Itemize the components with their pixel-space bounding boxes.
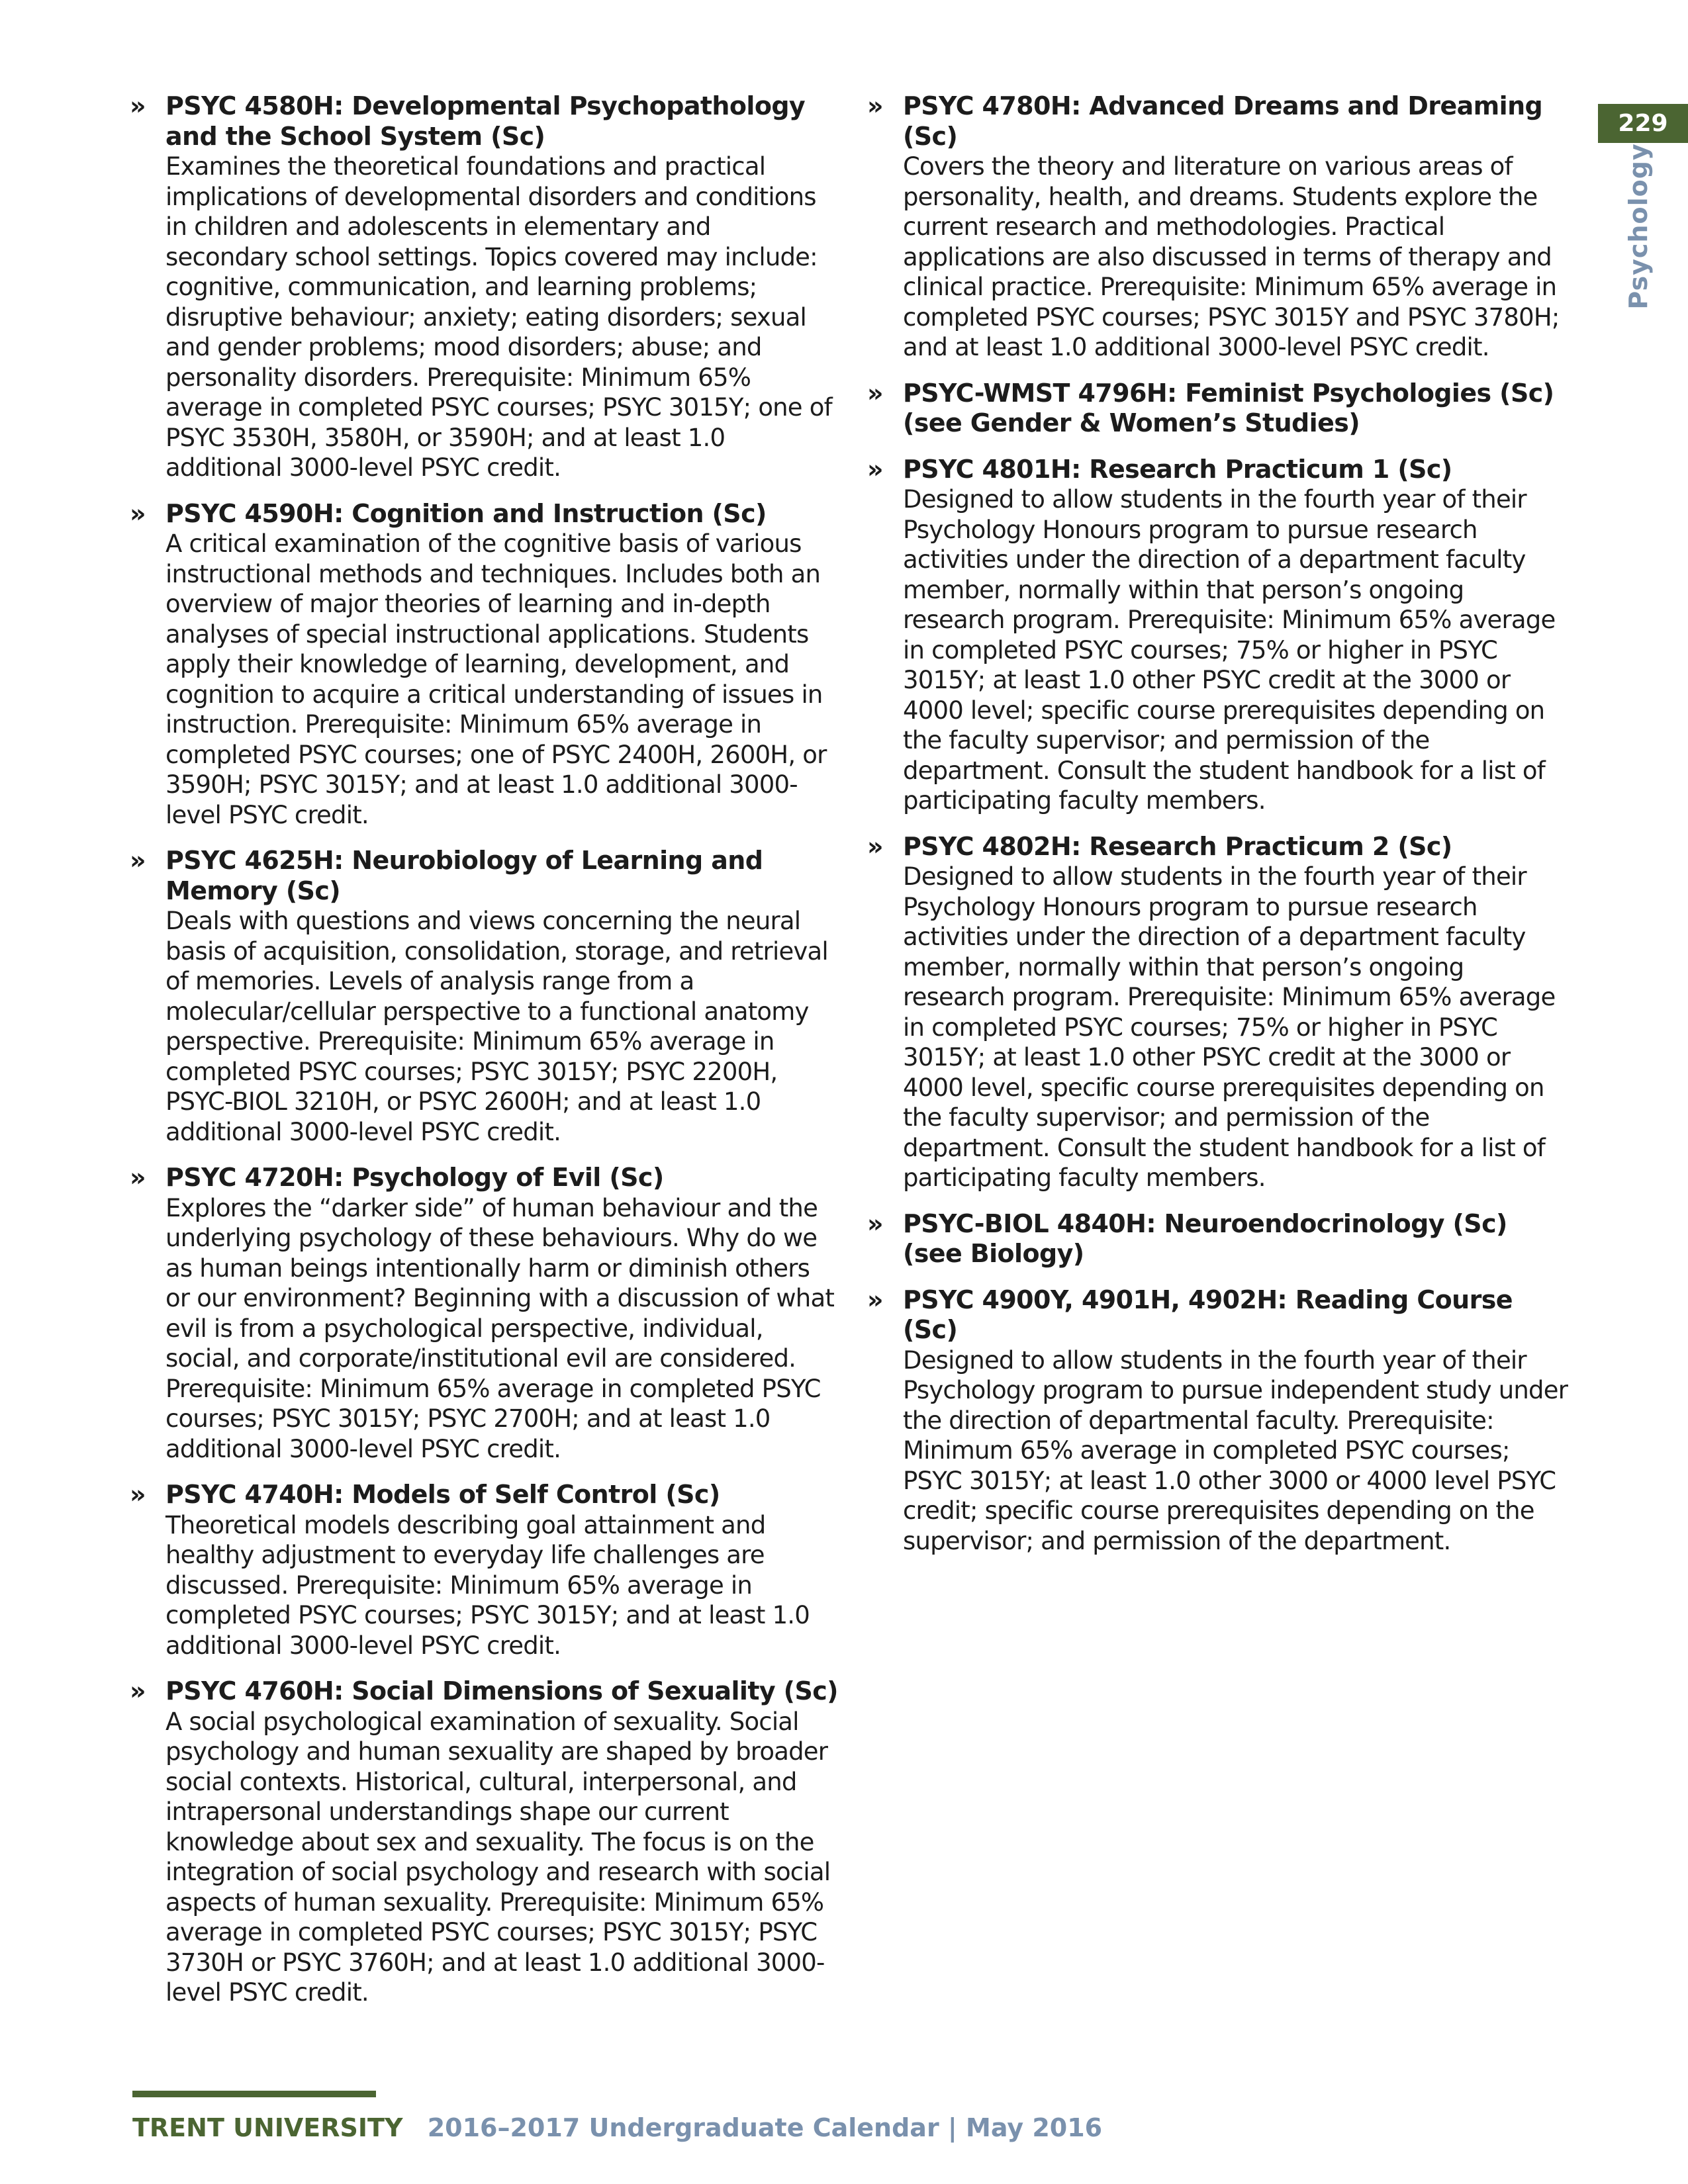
bullet-marker: » — [867, 378, 884, 408]
course-description: Designed to allow students in the fourth year of their Psychology Honours program to pursue research activities under the direction of a department faculty member, normally within that person’s ongoing research program. Prerequisite: Minimum 65% average in completed PSYC courses; 75% or higher in PSYC 3015Y; at least 1.0 other PSYC credit at the 3000 or 4000 level; specific course prerequisites depending on the faculty supervisor; and permission of the department. Consult the student handbook for a list of participating faculty members. — [903, 485, 1556, 815]
course-description: Explores the “darker side” of human behaviour and the underlying psychology of these behaviours. Why do we as human beings intentionally harm or diminish others or our environment? Beginning with a discussion of what evil is from a psychological perspective, individual, social, and corporate/institutional evil are considered. Prerequisite: Minimum 65% average in completed PSYC courses; PSYC 3015Y; PSYC 2700H; and at least 1.0 additional 3000-level PSYC credit. — [165, 1193, 835, 1463]
course-entry — [867, 1285, 1569, 1557]
course-title: PSYC 4720H: Psychology of Evil (Sc) — [165, 1163, 664, 1192]
left-column — [130, 91, 838, 2024]
course-title: PSYC 4590H: Cognition and Instruction (Sc) — [165, 498, 767, 528]
course-description: Theoretical models describing goal attainment and healthy adjustment to everyday life challenges are discussed. Prerequisite: Minimum 65% average in completed PSYC courses; PSYC 3015Y; and at least 1.0 additional 3000-level PSYC credit. — [165, 1510, 810, 1660]
footer — [132, 2112, 1102, 2144]
section-side-label: Psychology — [1624, 143, 1653, 310]
course-title: PSYC-WMST 4796H: Feminist Psychologies (Sc) (see Gender & Women’s Studies) — [903, 378, 1554, 437]
course-title: PSYC-BIOL 4840H: Neuroendocrinology (Sc) (see Biology) — [903, 1208, 1507, 1268]
bullet-marker: » — [130, 91, 146, 120]
bullet-marker: » — [867, 454, 884, 484]
footer-rule — [132, 2091, 376, 2097]
course-entry — [867, 379, 1569, 439]
course-description: Designed to allow students in the fourth year of their Psychology program to pursue independent study under the direction of departmental faculty. Prerequisite: Minimum 65% average in completed PSYC courses; PSYC 3015Y; at least 1.0 other 3000 or 4000 level PSYC credit; specific course prerequisites depending on the supervisor; and permission of the department. — [903, 1345, 1568, 1555]
course-description: A critical examination of the cognitive basis of various instructional methods and techniques. Includes both an overview of major theories of learning and in-depth analyses of special instructional applications. Students apply their knowledge of learning, development, and cognition to acquire a critical understanding of issues in instruction. Prerequisite: Minimum 65% average in completed PSYC courses; one of PSYC 2400H, 2600H, or 3590H; PSYC 3015Y; and at least 1.0 additional 3000-level PSYC credit. — [165, 529, 827, 829]
course-description: A social psychological examination of sexuality. Social psychology and human sexuality are shaped by broader social contexts. Historical, cultural, interpersonal, and intrapersonal understandings shape our current knowledge about sex and sexuality. The focus is on the integration of social psychology and research with social aspects of human sexuality. Prerequisite: Minimum 65% average in completed PSYC courses; PSYC 3015Y; PSYC 3730H or PSYC 3760H; and at least 1.0 additional 3000-level PSYC credit. — [165, 1707, 831, 2007]
course-title: PSYC 4780H: Advanced Dreams and Dreaming (Sc) — [903, 91, 1543, 151]
bullet-marker: » — [130, 1480, 146, 1509]
page-number: 229 — [1598, 104, 1688, 143]
course-entry — [130, 1163, 838, 1464]
course-title: PSYC 4580H: Developmental Psychopathology and the School System (Sc) — [165, 91, 806, 151]
course-entry — [867, 832, 1569, 1193]
course-title: PSYC 4740H: Models of Self Control (Sc) — [165, 1480, 720, 1509]
course-entry — [130, 1676, 838, 2008]
course-entry — [130, 1480, 838, 1661]
course-entry — [867, 455, 1569, 816]
course-description: Deals with questions and views concerning the neural basis of acquisition, consolidation, storage, and retrieval of memories. Levels of analysis range from a molecular/cellular perspective to a functional anatomy perspective. Prerequisite: Minimum 65% average in completed PSYC courses; PSYC 3015Y; PSYC 2200H, PSYC-BIOL 3210H, or PSYC 2600H; and at least 1.0 additional 3000-level PSYC credit. — [165, 907, 828, 1146]
course-title: PSYC 4625H: Neurobiology of Learning and Memory (Sc) — [165, 846, 763, 905]
bullet-marker: » — [867, 91, 884, 120]
course-entry — [867, 1209, 1569, 1269]
bullet-marker: » — [130, 498, 146, 528]
course-entry — [130, 499, 838, 831]
course-title: PSYC 4802H: Research Practicum 2 (Sc) — [903, 831, 1452, 861]
bullet-marker: » — [867, 831, 884, 861]
footer-university: TRENT UNIVERSITY — [132, 2113, 403, 2142]
course-entry — [867, 91, 1569, 363]
bullet-marker: » — [867, 1285, 884, 1314]
footer-calendar: 2016–2017 Undergraduate Calendar | May 2016 — [427, 2113, 1103, 2142]
right-column — [867, 91, 1569, 1572]
course-description: Designed to allow students in the fourth year of their Psychology Honours program to pursue research activities under the direction of a department faculty member, normally within that person’s ongoing research program. Prerequisite: Minimum 65% average in completed PSYC courses; 75% or higher in PSYC 3015Y; at least 1.0 other PSYC credit at the 3000 or 4000 level, specific course prerequisites depending on the faculty supervisor; and permission of the department. Consult the student handbook for a list of participating faculty members. — [903, 862, 1556, 1192]
bullet-marker: » — [867, 1208, 884, 1238]
course-title: PSYC 4760H: Social Dimensions of Sexuality (Sc) — [165, 1676, 838, 1706]
course-description: Examines the theoretical foundations and practical implications of developmental disorders and conditions in children and adolescents in elementary and secondary school settings. Topics covered may include: cognitive, communication, and learning problems; disruptive behaviour; anxiety; eating disorders; sexual and gender problems; mood disorders; abuse; and personality disorders. Prerequisite: Minimum 65% average in completed PSYC courses; PSYC 3015Y; one of PSYC 3530H, 3580H, or 3590H; and at least 1.0 additional 3000-level PSYC credit. — [165, 152, 832, 482]
bullet-marker: » — [130, 846, 146, 875]
course-title: PSYC 4801H: Research Practicum 1 (Sc) — [903, 454, 1452, 484]
course-description: Covers the theory and literature on various areas of personality, health, and dreams. Students explore the current research and methodologies. Practical applications are also discussed in terms of therapy and clinical practice. Prerequisite: Minimum 65% average in completed PSYC courses; PSYC 3015Y and PSYC 3780H; and at least 1.0 additional 3000-level PSYC credit. — [903, 152, 1560, 361]
bullet-marker: » — [130, 1676, 146, 1706]
course-title: PSYC 4900Y, 4901H, 4902H: Reading Course (Sc) — [903, 1285, 1513, 1344]
course-entry — [130, 846, 838, 1147]
course-entry — [130, 91, 838, 483]
bullet-marker: » — [130, 1163, 146, 1192]
